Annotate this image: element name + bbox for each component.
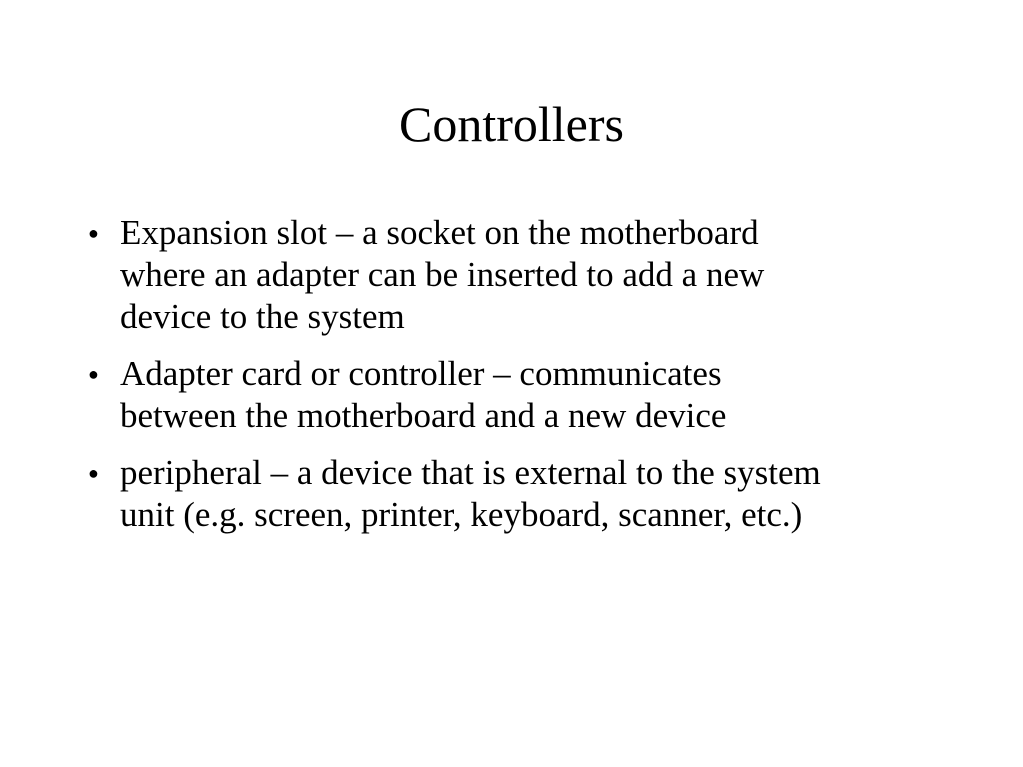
bullet-icon: ●: [88, 364, 99, 384]
bullet-text: Expansion slot – a socket on the motherboard where an adapter can be inserted to add a new device to the system: [120, 213, 765, 336]
list-item: [86, 353, 966, 437]
bullet-text: peripheral – a device that is external to the system unit (e.g. screen, printer, keyboard, scanner, etc.): [120, 453, 821, 534]
list-item: [86, 212, 966, 338]
bullet-list: [86, 212, 966, 551]
slide-title: Controllers: [399, 96, 624, 152]
bullet-icon: ●: [88, 223, 99, 243]
bullet-icon: ●: [88, 463, 99, 483]
bullet-text: Adapter card or controller – communicates between the motherboard and a new device: [120, 354, 727, 435]
list-item: [86, 452, 966, 536]
